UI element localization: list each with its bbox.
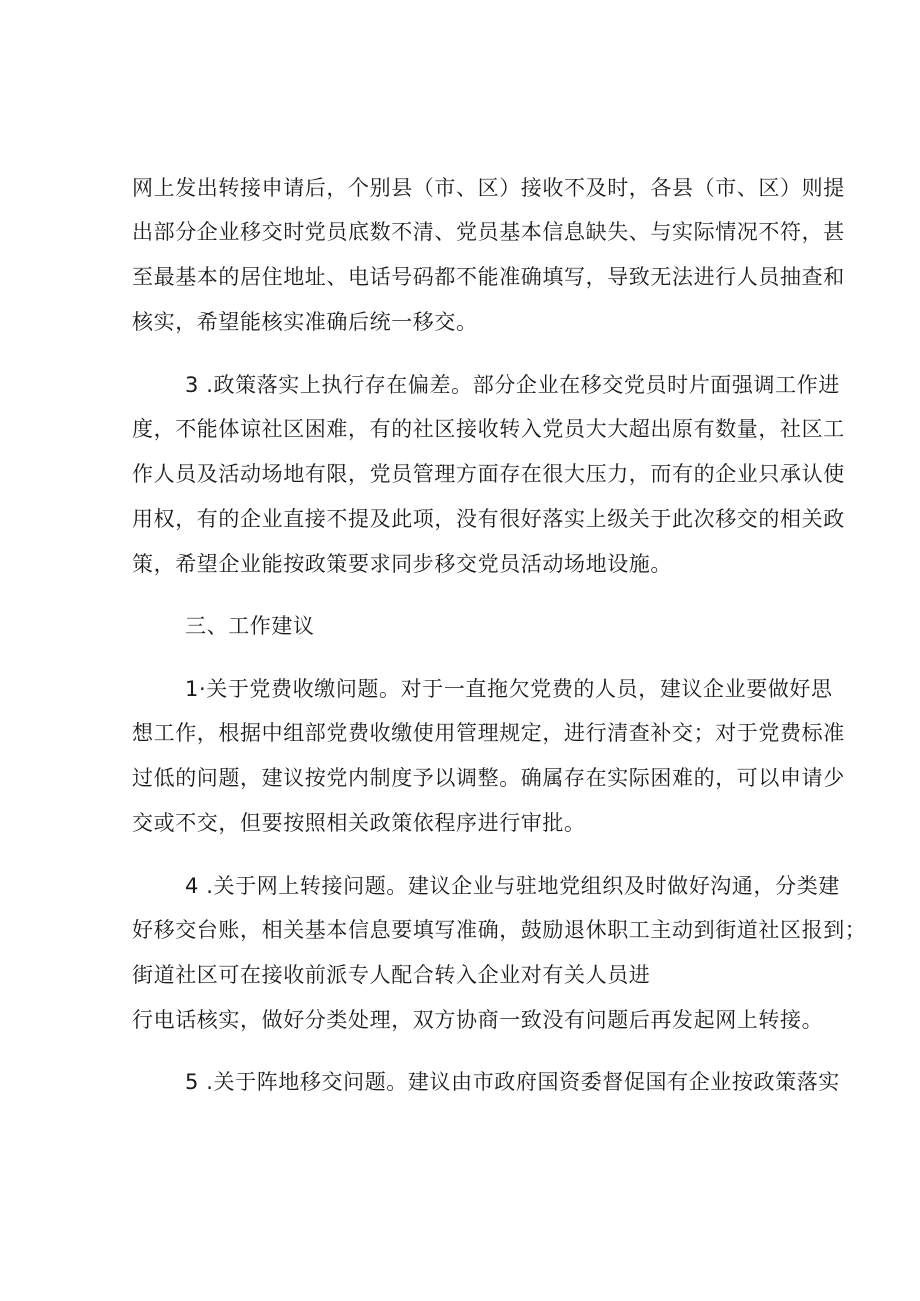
paragraph-line: 至最基本的居住地址、电话号码都不能准确填写，导致无法进行人员抽查和 [132, 265, 845, 289]
paragraph-line: 过低的问题，建议按党内制度予以调整。确属存在实际困难的，可以申请少 [132, 766, 845, 790]
paragraph-line: 4 .关于网上转接问题。建议企业与驻地党组织及时做好沟通，分类建 [185, 874, 840, 898]
paragraph-line: 交或不交，但要按照相关政策依程序进行审批。 [132, 811, 586, 835]
paragraph-line: 3 .政策落实上执行存在偏差。部分企业在移交党员时片面强调工作进 [185, 373, 840, 397]
paragraph-line: 想工作，根据中组部党费收缴使用管理规定，进行清查补交；对于党费标准 [132, 721, 845, 745]
paragraph-line: 用权，有的企业直接不提及此项，没有很好落实上级关于此次移交的相关政 [132, 507, 845, 531]
section-heading: 三、工作建议 [185, 614, 315, 638]
paragraph-line: 作人员及活动场地有限，党员管理方面存在很大压力，而有的企业只承认使 [132, 462, 845, 486]
paragraph-line: 好移交台账，相关基本信息要填写准确，鼓励退休职工主动到街道社区报到； [132, 918, 867, 942]
paragraph-line: 网上发出转接申请后，个别县（市、区）接收不及时，各县（市、区）则提 [132, 176, 845, 200]
paragraph-line: 1·关于党费收缴问题。对于一直拖欠党费的人员，建议企业要做好思 [185, 677, 833, 701]
paragraph-line: 5 .关于阵地移交问题。建议由市政府国资委督促国有企业按政策落实 [185, 1070, 840, 1094]
paragraph-line: 出部分企业移交时党员底数不清、党员基本信息缺失、与实际情况不符，甚 [132, 220, 845, 244]
paragraph-line: 度，不能体谅社区困难，有的社区接收转入党员大大超出原有数量，社区工 [132, 417, 845, 441]
paragraph-line: 街道社区可在接收前派专人配合转入企业对有关人员进 [132, 963, 651, 987]
paragraph-line: 策，希望企业能按政策要求同步移交党员活动场地设施。 [132, 552, 672, 576]
paragraph-line: 核实，希望能核实准确后统一移交。 [132, 310, 478, 334]
paragraph-line: 行电话核实，做好分类处理，双方协商一致没有问题后再发起网上转接。 [132, 1008, 824, 1032]
